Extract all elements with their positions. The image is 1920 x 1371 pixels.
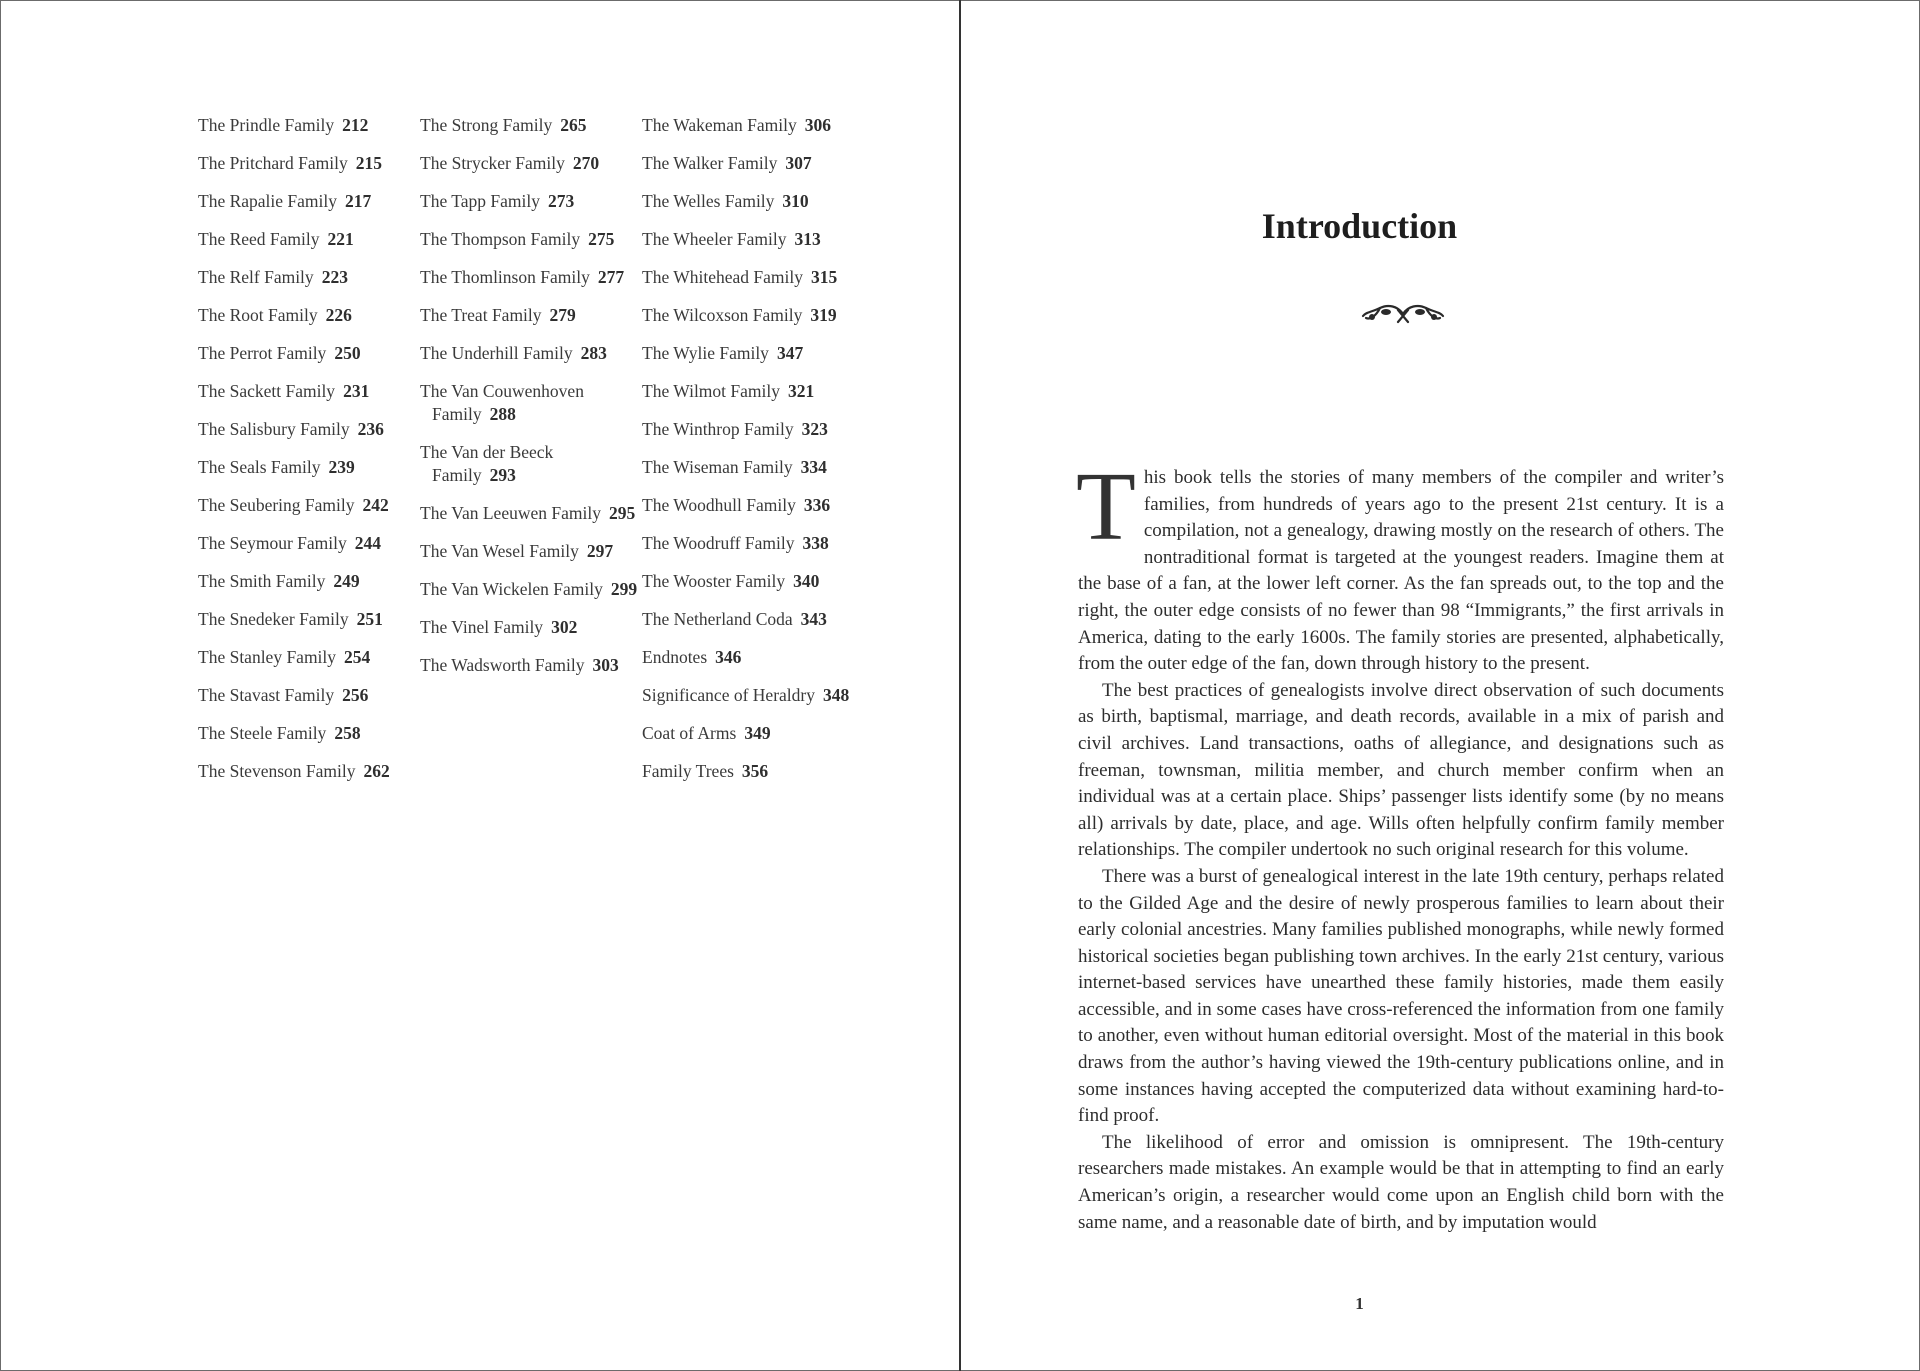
- contents-entry-page: 226: [325, 305, 352, 325]
- contents-entry-title: The Woodhull Family: [642, 495, 796, 515]
- contents-entry-page: 221: [327, 229, 354, 249]
- contents-entry: [198, 684, 418, 707]
- contents-entry-page: 302: [551, 617, 578, 637]
- contents-entry-title: The Wadsworth Family: [420, 655, 585, 675]
- contents-entry-page: 223: [321, 267, 348, 287]
- contents-entry-page: 306: [804, 115, 832, 135]
- contents-entry-title: The Thomlinson Family: [420, 267, 590, 287]
- contents-entry-page: 279: [549, 305, 576, 325]
- contents-entry-page: 313: [794, 229, 821, 249]
- contents-entry-title: The Salisbury Family: [198, 419, 350, 439]
- contents-entry-page: 254: [344, 647, 371, 667]
- contents-entry-title: The Rapalie Family: [198, 191, 337, 211]
- contents-entry: [198, 760, 418, 783]
- contents-entry-title: The Van Wickelen Family: [420, 579, 603, 599]
- contents-entry: [198, 190, 418, 213]
- contents-entry-title: The Woodruff Family: [642, 533, 795, 553]
- contents-entry-page: 297: [586, 541, 614, 561]
- contents-entry: [642, 304, 862, 327]
- contents-entry-title: The Thompson Family: [420, 229, 581, 249]
- contents-entry: [642, 380, 862, 403]
- contents-column-3: [642, 114, 862, 798]
- contents-entry: [420, 228, 640, 251]
- introduction-body: [1076, 453, 1724, 1236]
- contents-entry-page: 250: [334, 343, 361, 363]
- page-number: 1: [1355, 1294, 1364, 1313]
- contents-entry-title: The Van der Beeck Family: [420, 442, 554, 485]
- contents-entry-title: The Stevenson Family: [198, 761, 356, 781]
- contents-entry-page: 307: [785, 153, 812, 173]
- contents-entry: [198, 152, 418, 175]
- contents-entry: [420, 190, 640, 213]
- contents-entry: [420, 654, 640, 677]
- contents-entry-title: The Wilmot Family: [642, 381, 780, 401]
- contents-entry: [198, 570, 418, 593]
- contents-entry: [642, 266, 862, 289]
- contents-entry-title: The Welles Family: [642, 191, 775, 211]
- contents-entry-page: 293: [489, 465, 516, 485]
- contents-entry-page: 277: [597, 267, 625, 287]
- contents-entry-title: The Netherland Coda: [642, 609, 793, 629]
- contents-entry: [642, 760, 862, 783]
- contents-entry-page: 315: [811, 267, 838, 287]
- contents-entry-title: The Walker Family: [642, 153, 778, 173]
- contents-entry-title: The Wylie Family: [642, 343, 769, 363]
- contents-entry-page: 273: [547, 191, 575, 211]
- contents-entry: [642, 190, 862, 213]
- contents-entry-title: The Wilcoxson Family: [642, 305, 803, 325]
- contents-entry-title: The Relf Family: [198, 267, 314, 287]
- contents-entry-page: 239: [328, 457, 355, 477]
- contents-entry-page: 349: [744, 723, 771, 743]
- contents-entry-page: 262: [363, 761, 390, 781]
- contents-entry-page: 217: [345, 191, 372, 211]
- contents-entry: [642, 114, 862, 137]
- contents-entry-page: 265: [560, 115, 587, 135]
- contents-entry-page: 347: [776, 343, 804, 363]
- contents-column-1: [198, 114, 418, 798]
- contents-entry-page: 283: [580, 343, 607, 363]
- contents-entry-title: The Wiseman Family: [642, 457, 793, 477]
- contents-entry-title: The Stanley Family: [198, 647, 337, 667]
- contents-entry: [642, 418, 862, 441]
- contents-entry-page: 346: [715, 647, 742, 667]
- contents-entry-page: 336: [803, 495, 831, 515]
- contents-entry: [642, 722, 862, 745]
- contents-entry-page: 323: [801, 419, 828, 439]
- contents-entry-title: The Wakeman Family: [642, 115, 797, 135]
- contents-entry: [198, 342, 418, 365]
- contents-entry: [198, 608, 418, 631]
- contents-entry-page: 356: [741, 761, 769, 781]
- contents-entry-page: 244: [354, 533, 381, 553]
- contents-entry-page: 338: [802, 533, 829, 553]
- contents-entry: [420, 502, 640, 525]
- contents-entry: [420, 616, 640, 639]
- contents-entry-page: 258: [334, 723, 361, 743]
- introduction-page: [961, 0, 1920, 1371]
- contents-entry-title: The Steele Family: [198, 723, 327, 743]
- contents-entry: [198, 228, 418, 251]
- contents-entry-title: The Reed Family: [198, 229, 320, 249]
- contents-entry-title: The Van Leeuwen Family: [420, 503, 601, 523]
- contents-entry: [642, 608, 862, 631]
- paragraph-2: The best practices of genealogists involve direct observation of such documents as birth, baptismal, marriage, and death records, available in a mix of parish and civil archives. Land transactions, oaths of allegiance, and designations such as freeman, townsman, militia member, and church member confirm when an individual was at a certain place. Ships’ passenger lists identify some (by no means all) arrivals by date, place, and age. Wills often helpfully confirm family member relationships. The compiler undertook no such original research for this volume.: [1078, 679, 1724, 861]
- contents-entry-title: The Strycker Family: [420, 153, 565, 173]
- contents-entry-title: The Seubering Family: [198, 495, 355, 515]
- fleuron-ornament-icon: [1360, 300, 1446, 328]
- contents-entry: [420, 266, 640, 289]
- contents-entry: [420, 540, 640, 563]
- contents-entry-title: The Perrot Family: [198, 343, 327, 363]
- contents-entry-page: 340: [793, 571, 820, 591]
- contents-entry-title: Significance of Heraldry: [642, 685, 815, 705]
- contents-entry: [420, 441, 640, 487]
- contents-entry-title: The Smith Family: [198, 571, 326, 591]
- contents-entry-title: The Underhill Family: [420, 343, 573, 363]
- contents-entry: [198, 114, 418, 137]
- contents-entry-title: The Seals Family: [198, 457, 321, 477]
- contents-page: [0, 0, 959, 1371]
- contents-entry: [642, 152, 862, 175]
- contents-entry-title: The Prindle Family: [198, 115, 335, 135]
- paragraph-1: [1076, 453, 1724, 678]
- contents-entry-title: The Tapp Family: [420, 191, 540, 211]
- contents-entry-title: The Seymour Family: [198, 533, 347, 553]
- contents-entry-page: 319: [810, 305, 837, 325]
- contents-entry: [198, 532, 418, 555]
- contents-entry-page: 256: [342, 685, 369, 705]
- contents-entry-title: The Whitehead Family: [642, 267, 804, 287]
- contents-entry-title: The Root Family: [198, 305, 318, 325]
- contents-entry-title: The Wheeler Family: [642, 229, 787, 249]
- contents-entry-title: The Strong Family: [420, 115, 553, 135]
- contents-entry-page: 288: [489, 404, 516, 424]
- contents-entry-page: 299: [610, 579, 638, 599]
- chapter-title: Introduction: [1261, 206, 1458, 246]
- contents-entry: [642, 494, 862, 517]
- contents-entry: [198, 494, 418, 517]
- contents-entry: [420, 114, 640, 137]
- contents-entry-title: The Van Couwenhoven Family: [420, 381, 584, 424]
- contents-entry-title: The Winthrop Family: [642, 419, 794, 439]
- contents-entry-title: Coat of Arms: [642, 723, 737, 743]
- contents-entry-page: 321: [788, 381, 815, 401]
- contents-entry-title: The Stavast Family: [198, 685, 335, 705]
- contents-entry-title: Family Trees: [642, 761, 734, 781]
- contents-entry: [642, 570, 862, 593]
- contents-entry: [198, 380, 418, 403]
- contents-entry-page: 275: [588, 229, 615, 249]
- contents-entry-page: 242: [362, 495, 389, 515]
- contents-entry: [198, 304, 418, 327]
- contents-entry: [642, 228, 862, 251]
- contents-entry-page: 231: [343, 381, 370, 401]
- contents-entry-page: 236: [357, 419, 384, 439]
- contents-column-2: [420, 114, 640, 692]
- contents-entry: [198, 266, 418, 289]
- contents-entry-page: 334: [800, 457, 827, 477]
- contents-entry-page: 249: [333, 571, 360, 591]
- contents-entry: [420, 380, 640, 426]
- contents-entry: [198, 456, 418, 479]
- contents-entry: [642, 342, 862, 365]
- contents-entry: [420, 578, 640, 601]
- contents-entry-title: The Van Wesel Family: [420, 541, 579, 561]
- contents-entry: [420, 342, 640, 365]
- contents-entry: [198, 646, 418, 669]
- contents-entry: [198, 418, 418, 441]
- contents-entry: [642, 532, 862, 555]
- contents-entry-title: The Vinel Family: [420, 617, 544, 637]
- contents-entry-page: 348: [822, 685, 850, 705]
- contents-entry: [642, 684, 862, 707]
- drop-cap: T: [1076, 453, 1136, 561]
- contents-entry: [198, 722, 418, 745]
- contents-entry: [642, 456, 862, 479]
- contents-entry-page: 270: [572, 153, 600, 173]
- contents-entry: [420, 152, 640, 175]
- contents-entry-title: The Snedeker Family: [198, 609, 349, 629]
- contents-entry: [420, 304, 640, 327]
- contents-entry-page: 310: [782, 191, 809, 211]
- contents-entry-title: The Wooster Family: [642, 571, 786, 591]
- contents-entry-page: 215: [355, 153, 382, 173]
- contents-entry-page: 343: [800, 609, 827, 629]
- contents-entry-title: The Treat Family: [420, 305, 542, 325]
- paragraph-3: There was a burst of genealogical interest in the late 19th century, perhaps related to the Gilded Age and the desire of newly prosperous families to learn about their early colonial ancestries. Many families published monographs, while newly formed historical societies began publishing town archives. In the early 21st century, various internet-based services have unearthed these family histories, made them easily accessible, and in some cases have cross-referenced the information from one family to another, even without human editorial oversight. Most of the material in this book draws from the author’s having viewed the 19th-century publications online, and in some instances having accepted the computerized data without examining hard-to-find proof.: [1078, 865, 1724, 1127]
- paragraph-4: The likelihood of error and omission is omnipresent. The 19th-century researchers made mistakes. An example would be that in attempting to find an early American’s origin, a researcher would come upon an English child born with the same name, and a reasonable date of birth, and by imputation would: [1078, 1131, 1724, 1233]
- contents-entry-title: The Pritchard Family: [198, 153, 348, 173]
- contents-entry-title: The Sackett Family: [198, 381, 336, 401]
- contents-entry-page: 212: [342, 115, 369, 135]
- contents-entry: [642, 646, 862, 669]
- contents-entry-page: 251: [356, 609, 383, 629]
- contents-entry-page: 303: [592, 655, 619, 675]
- paragraph-1-text: his book tells the stories of many members of the compiler and writer’s families, from hundreds of years ago to the present 21st century. It is a compilation, not a genealogy, drawing mostly on the research of others. The nontraditional format is targeted at the youngest readers. Imagine them at the base of a fan, at the lower left corner. As the fan spreads out, to the top and the right, the outer edge consists of no fewer than 98 “Immigrants,” the first arrivals in America, dating to the early 1600s. The family stories are presented, alphabetically, from the outer edge of the fan, down through history to the present.: [1078, 467, 1724, 675]
- contents-entry-title: Endnotes: [642, 647, 708, 667]
- contents-entry-page: 295: [608, 503, 636, 523]
